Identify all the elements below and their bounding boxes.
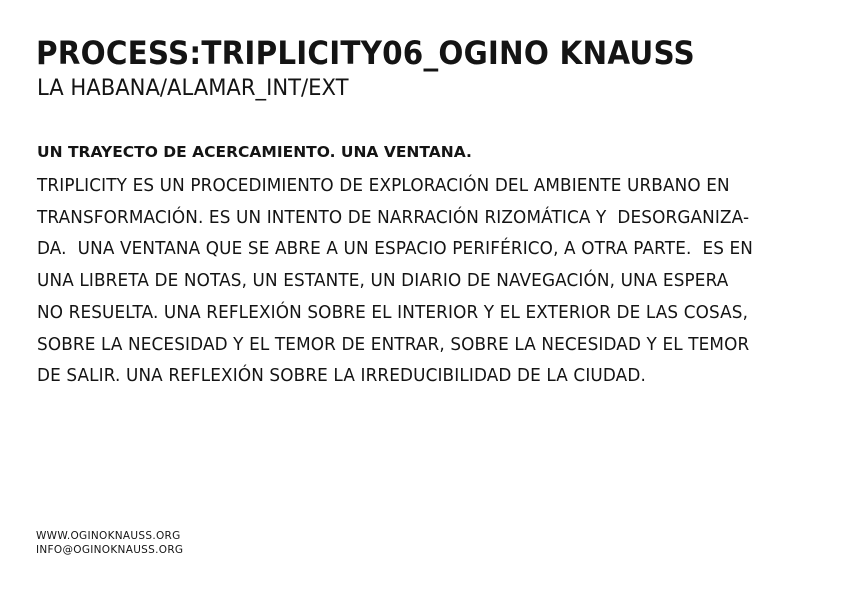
section-heading: UN TRAYECTO DE ACERCAMIENTO. UNA VENTANA. bbox=[37, 143, 472, 161]
footer-contact bbox=[36, 529, 183, 557]
page-title: PROCESS:TRIPLICITY06_OGINO KNAUSS bbox=[36, 34, 695, 72]
body-line: UNA LIBRETA DE NOTAS, UN ESTANTE, UN DIARIO DE NAVEGACIÓN, UNA ESPERA bbox=[37, 270, 729, 292]
body-line: DA. UNA VENTANA QUE SE ABRE A UN ESPACIO PERIFÉRICO, A OTRA PARTE. ES EN bbox=[37, 238, 754, 260]
body-line: NO RESUELTA. UNA REFLEXIÓN SOBRE EL INTERIOR Y EL EXTERIOR DE LAS COSAS, bbox=[37, 301, 749, 323]
body-paragraph bbox=[37, 170, 817, 392]
page-subtitle: LA HABANA/ALAMAR_INT/EXT bbox=[37, 76, 349, 101]
body-line: SOBRE LA NECESIDAD Y EL TEMOR DE ENTRAR, SOBRE LA NECESIDAD Y EL TEMOR bbox=[37, 333, 750, 355]
email-link[interactable]: INFO@OGINOKNAUSS.ORG bbox=[36, 544, 184, 556]
body-line: TRANSFORMACIÓN. ES UN INTENTO DE NARRACIÓN RIZOMÁTICA Y DESORGANIZA- bbox=[37, 206, 750, 228]
body-line: DE SALIR. UNA REFLEXIÓN SOBRE LA IRREDUCIBILIDAD DE LA CIUDAD. bbox=[37, 365, 646, 387]
website-link[interactable]: WWW.OGINOKNAUSS.ORG bbox=[36, 530, 181, 542]
body-line: TRIPLICITY ES UN PROCEDIMIENTO DE EXPLORACIÓN DEL AMBIENTE URBANO EN bbox=[37, 175, 730, 196]
